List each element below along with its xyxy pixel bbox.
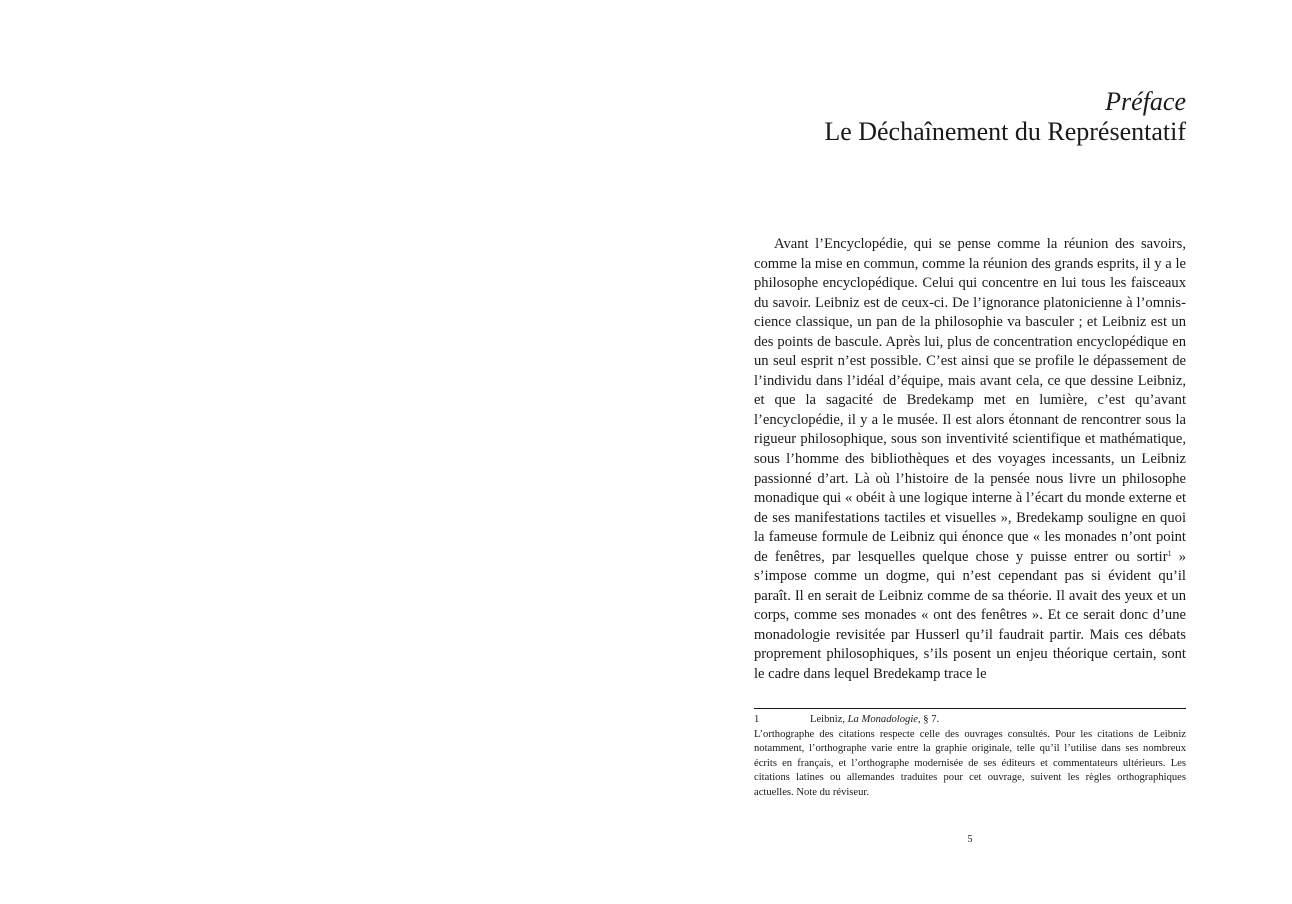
body-paragraph <box>754 235 1186 685</box>
footnote-divider <box>754 708 1186 709</box>
footnote-ref-title: La Monadologie <box>847 714 918 725</box>
chapter-heading <box>824 88 1186 146</box>
body-text-part2: » s’impose comme un dogme, qui n’est cependant pas si évident qu’il paraît. Il en serait de Leibniz comme de sa théorie. Il avait des yeux et un corps, comme ses monades « ont des fenêtres ». Et ce serait donc d’une monadologie revisitée par Husserl qu’il faudrait partir. Mais ces débats proprement philosophiques, s’ils posent un enjeu théorique certain, sont le cadre dans lequel Bredekamp trace le <box>754 548 1186 683</box>
chapter-title: Le Déchaînement du Représentatif <box>824 116 1186 146</box>
footnote <box>754 713 1186 801</box>
page-number: 5 <box>967 834 973 845</box>
right-page <box>646 0 1292 904</box>
chapter-subtitle: Préface <box>1105 87 1186 116</box>
footnote-note: L’orthographe des citations respecte celle des ouvrages consultés. Pour les citations de Leibniz notamment, l’orthographe varie entre la graphie originale, telle qu’il l’utilise dans ses nombreux écrits en français, et l’orthographe modernisée de ses éditeurs et commentateurs ultérieurs. Les citations latines ou allemandes traduites pour cet ouvrage, suivent les règles orthographiques actuelles. Note du réviseur. <box>754 728 1186 798</box>
footnote-number: 1 <box>754 714 760 725</box>
footnote-ref-prefix: Leibniz, <box>810 714 848 725</box>
footnote-reference[interactable]: 1 <box>1167 548 1172 558</box>
body-text-part1: Avant l’Encyclopédie, qui se pense comme la réunion des savoirs, comme la mise en commun, comme la réunion des grands esprits, il y a le philosophe encyclopédique. Celui qui concentre en lui tous les faisceaux du savoir. Leibniz est de ceux-ci. De l’ignorance platonicienne à l’omniscience classique, un pan de la philosophie va basculer ; et Leibniz est un des points de bascule. Après lui, plus de concentration encyclopédique en un seul esprit n’est possible. C’est ainsi que se profile le dépassement de l’individu dans l’idéal d’équipe, mais avant cela, ce que dessine Leibniz, et que la sagacité de Bredekamp met en lumière, c’est qu’avant l’encyclopédie, il y a le musée. Il est alors étonnant de rencontrer sous la rigueur philosophique, sous son inventivité scientifique et mathématique, sous l’homme des bibliothèques et des voyages incessants, un Leibniz passionné d’art. Là où l’histoire de la pensée nous livre un philosophe monadique qui « obéit à une logique interne à l’écart du monde externe et de ses manifestations tactiles et visuelles », Bredekamp souligne en quoi la fameuse formule de Leibniz qui énonce que « les monades n’ont point de fenêtres, par lesquelles quelque chose y puisse entrer ou sortir <box>754 236 1186 565</box>
footnote-citation <box>754 713 1186 728</box>
footnote-ref-suffix: , § 7. <box>918 714 940 725</box>
